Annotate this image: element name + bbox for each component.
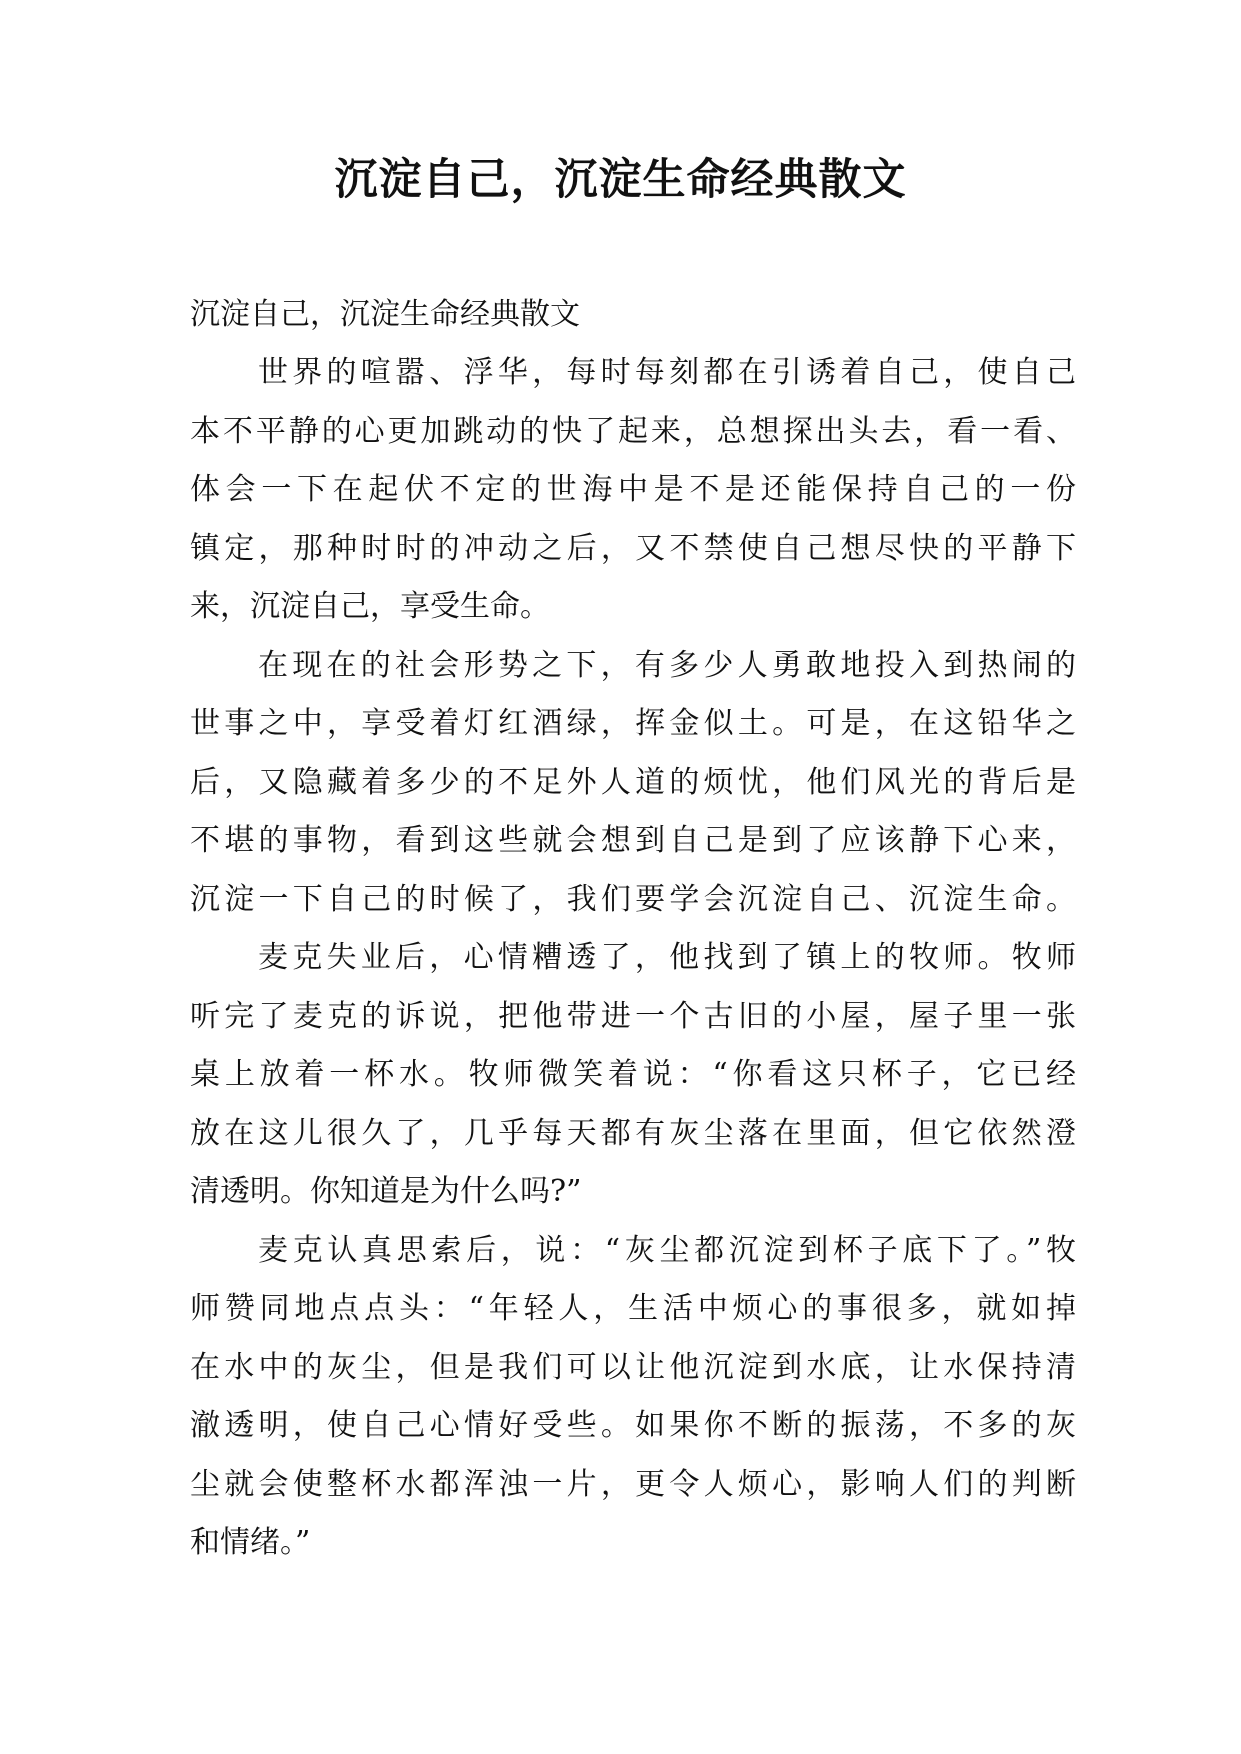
paragraph-line: 在水中的灰尘，但是我们可以让他沉淀到水底，让水保持清 xyxy=(190,1349,1076,1385)
paragraph-line: 世界的喧嚣、浮华，每时每刻都在引诱着自己，使自己 xyxy=(258,355,1076,390)
paragraph-line: 本不平静的心更加跳动的快了起来，总想探出头去，看一看、 xyxy=(190,413,1076,449)
paragraph xyxy=(190,929,1076,1222)
paragraph xyxy=(190,637,1076,930)
paragraph-line: 体会一下在起伏不定的世海中是不是还能保持自己的一份 xyxy=(190,472,1076,507)
paragraph xyxy=(190,1222,1076,1573)
paragraph-line: 不堪的事物，看到这些就会想到自己是到了应该静下心来， xyxy=(190,823,1076,858)
paragraph-line: 后，又隐藏着多少的不足外人道的烦忧，他们风光的背后是 xyxy=(190,764,1076,800)
paragraph-line: 尘就会使整杯水都浑浊一片，更令人烦心，影响人们的判断 xyxy=(190,1466,1076,1502)
document-body xyxy=(190,286,1076,1573)
paragraph-line: 澈透明，使自己心情好受些。如果你不断的振荡，不多的灰 xyxy=(190,1408,1076,1443)
paragraph-line: 沉淀一下自己的时候了，我们要学会沉淀自己、沉淀生命。 xyxy=(190,881,1076,917)
paragraph-line: 放在这儿很久了，几乎每天都有灰尘落在里面，但它依然澄 xyxy=(190,1115,1076,1151)
paragraph-line: 来，沉淀自己，享受生命。 xyxy=(190,589,550,624)
paragraph-line: 师赞同地点点头：“年轻人，生活中烦心的事很多，就如掉 xyxy=(190,1291,1076,1326)
paragraph-line: 在现在的社会形势之下，有多少人勇敢地投入到热闹的 xyxy=(258,647,1076,683)
paragraph-line: 世事之中，享受着灯红酒绿，挥金似土。可是，在这铅华之 xyxy=(190,706,1076,741)
paragraph-line: 镇定，那种时时的冲动之后，又不禁使自己想尽快的平静下 xyxy=(190,530,1076,566)
paragraph-line: 听完了麦克的诉说，把他带进一个古旧的小屋，屋子里一张 xyxy=(190,998,1076,1034)
document-title: 沉淀自己，沉淀生命经典散文 xyxy=(334,155,907,205)
paragraph xyxy=(190,344,1076,637)
paragraph-line: 桌上放着一杯水。牧师微笑着说：“你看这只杯子，它已经 xyxy=(190,1057,1076,1092)
document-subtitle: 沉淀自己，沉淀生命经典散文 xyxy=(190,297,580,332)
paragraph-line: 麦克认真思索后，说：“灰尘都沉淀到杯子底下了。”牧 xyxy=(258,1232,1076,1268)
paragraph-line: 清透明。你知道是为什么吗?” xyxy=(190,1174,582,1209)
paragraph-line: 麦克失业后，心情糟透了，他找到了镇上的牧师。牧师 xyxy=(258,940,1076,975)
paragraph-line: 和情绪。” xyxy=(190,1525,311,1560)
